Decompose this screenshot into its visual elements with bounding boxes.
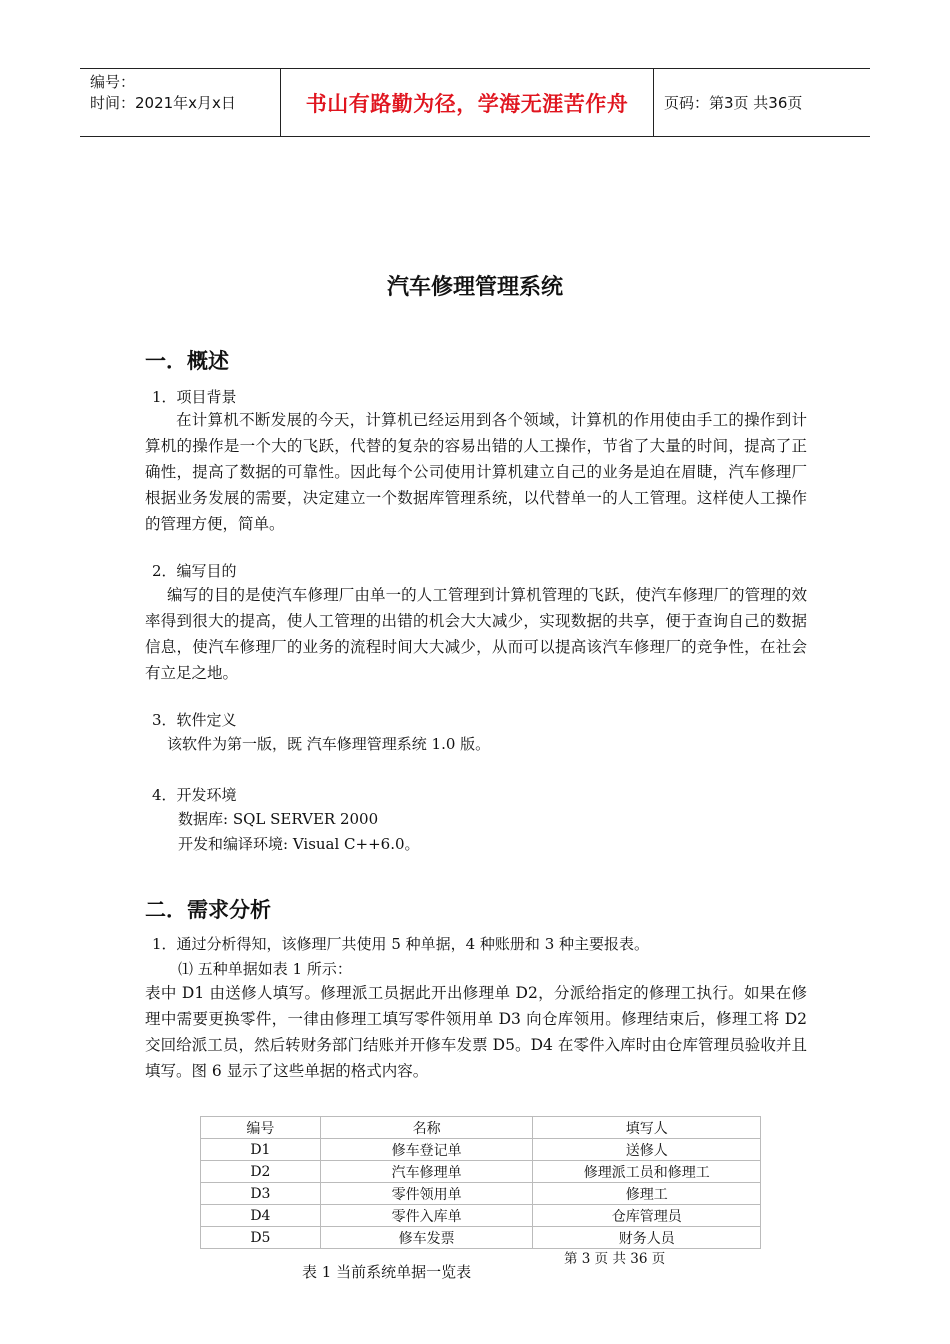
number-label: 编号： (90, 73, 136, 91)
subsection-2-1-sub: ⑴ 五种单据如表 1 所示： (178, 960, 352, 978)
table-row (201, 1183, 761, 1205)
subsection-1-1-text: 在计算机不断发展的今天，计算机已经运用到各个领域，计算机的作用使由手工的操作到计算机的操作是一个大的飞跃，代替的复杂的容易出错的人工操作，节省了大量的时间，提高了正确性，提高了数据的可靠性。因此每个公司使用计算机建立自己的业务是迫在眉睫，汽车修理厂根据业务发展的需要，决定建立一个数据库管理系统，以代替单一的人工管理。这样使人工操作的管理方便，简单。 (145, 411, 807, 533)
subsection-1-2-text: 编写的目的是使汽车修理厂由单一的人工管理到计算机管理的飞跃，使汽车修理厂的管理的效率得到很大的提高，使人工管理的出错的机会大大减少，实现数据的共享，便于查询自己的数据信息，使汽车修理厂的业务的流程时间大大减少，从而可以提高该汽车修理厂的竞争性，在社会有立足之地。 (145, 586, 807, 682)
database-line: 数据库: SQL SERVER 2000 (178, 810, 379, 828)
header-page-cell (654, 69, 870, 136)
table-header-cell: 填写人 (533, 1117, 761, 1139)
subsection-2-1-title: 1．通过分析得知，该修理厂共使用 5 种单据，4 种账册和 3 种主要报表。 (152, 935, 650, 953)
table-cell: D2 (201, 1161, 321, 1183)
subsection-1-3-text: 该软件为第一版，既 汽车修理管理系统 1.0 版。 (167, 735, 491, 753)
document-title: 汽车修理管理系统 (386, 275, 563, 300)
table-cell: 零件领用单 (320, 1183, 533, 1205)
table-row (201, 1205, 761, 1227)
table-header-row (201, 1117, 761, 1139)
subsection-1-2-title: 2．编写目的 (152, 562, 237, 580)
table-cell: 修理工 (533, 1183, 761, 1205)
page-label: 页码：第3页 共36页 (664, 94, 803, 112)
page-footer: 第 3 页 共 36 页 (564, 1251, 666, 1267)
table-cell: 送修人 (533, 1139, 761, 1161)
table-header-cell: 名称 (320, 1117, 533, 1139)
table-cell: 仓库管理员 (533, 1205, 761, 1227)
table-row (201, 1161, 761, 1183)
table-cell: 汽车修理单 (320, 1161, 533, 1183)
table-cell: 财务人员 (533, 1227, 761, 1249)
table-cell: 修理派工员和修理工 (533, 1161, 761, 1183)
documents-table (200, 1116, 761, 1249)
table-cell: 零件入库单 (320, 1205, 533, 1227)
section-1-heading: 一．概述 (145, 349, 229, 373)
table-caption: 表 1 当前系统单据一览表 (302, 1263, 472, 1281)
table-cell: D5 (201, 1227, 321, 1249)
table-row (201, 1227, 761, 1249)
table-cell: 修车登记单 (320, 1139, 533, 1161)
table-cell: D1 (201, 1139, 321, 1161)
table-cell: D4 (201, 1205, 321, 1227)
time-label: 时间：2021年x月x日 (90, 94, 236, 112)
page-header (80, 68, 870, 137)
motto: 书山有路勤为径，学海无涯苦作舟 (305, 91, 629, 116)
table-row (201, 1139, 761, 1161)
table-cell: D3 (201, 1183, 321, 1205)
dev-env-line: 开发和编译环境: Visual C++6.0。 (178, 835, 420, 853)
subsection-1-4-title: 4．开发环境 (152, 786, 237, 804)
section-2-heading: 二．需求分析 (145, 898, 271, 922)
header-meta (80, 69, 281, 136)
header-motto-cell (281, 69, 654, 136)
table-cell: 修车发票 (320, 1227, 533, 1249)
subsection-1-3-title: 3．软件定义 (152, 711, 237, 729)
table-header-cell: 编号 (201, 1117, 321, 1139)
subsection-1-1-title: 1．项目背景 (152, 388, 237, 406)
subsection-2-1-text: 表中 D1 由送修人填写。修理派工员据此开出修理单 D2，分派给指定的修理工执行。如果在修理中需要更换零件，一律由修理工填写零件领用单 D3 向仓库领用。修理结束后，修理工将 D2 交回给派工员，然后转财务部门结账并开修车发票 D5。D4 在零件入库时由仓库管理员验收并且填写。图 6 显示了这些单据的格式内容。 (145, 984, 807, 1080)
